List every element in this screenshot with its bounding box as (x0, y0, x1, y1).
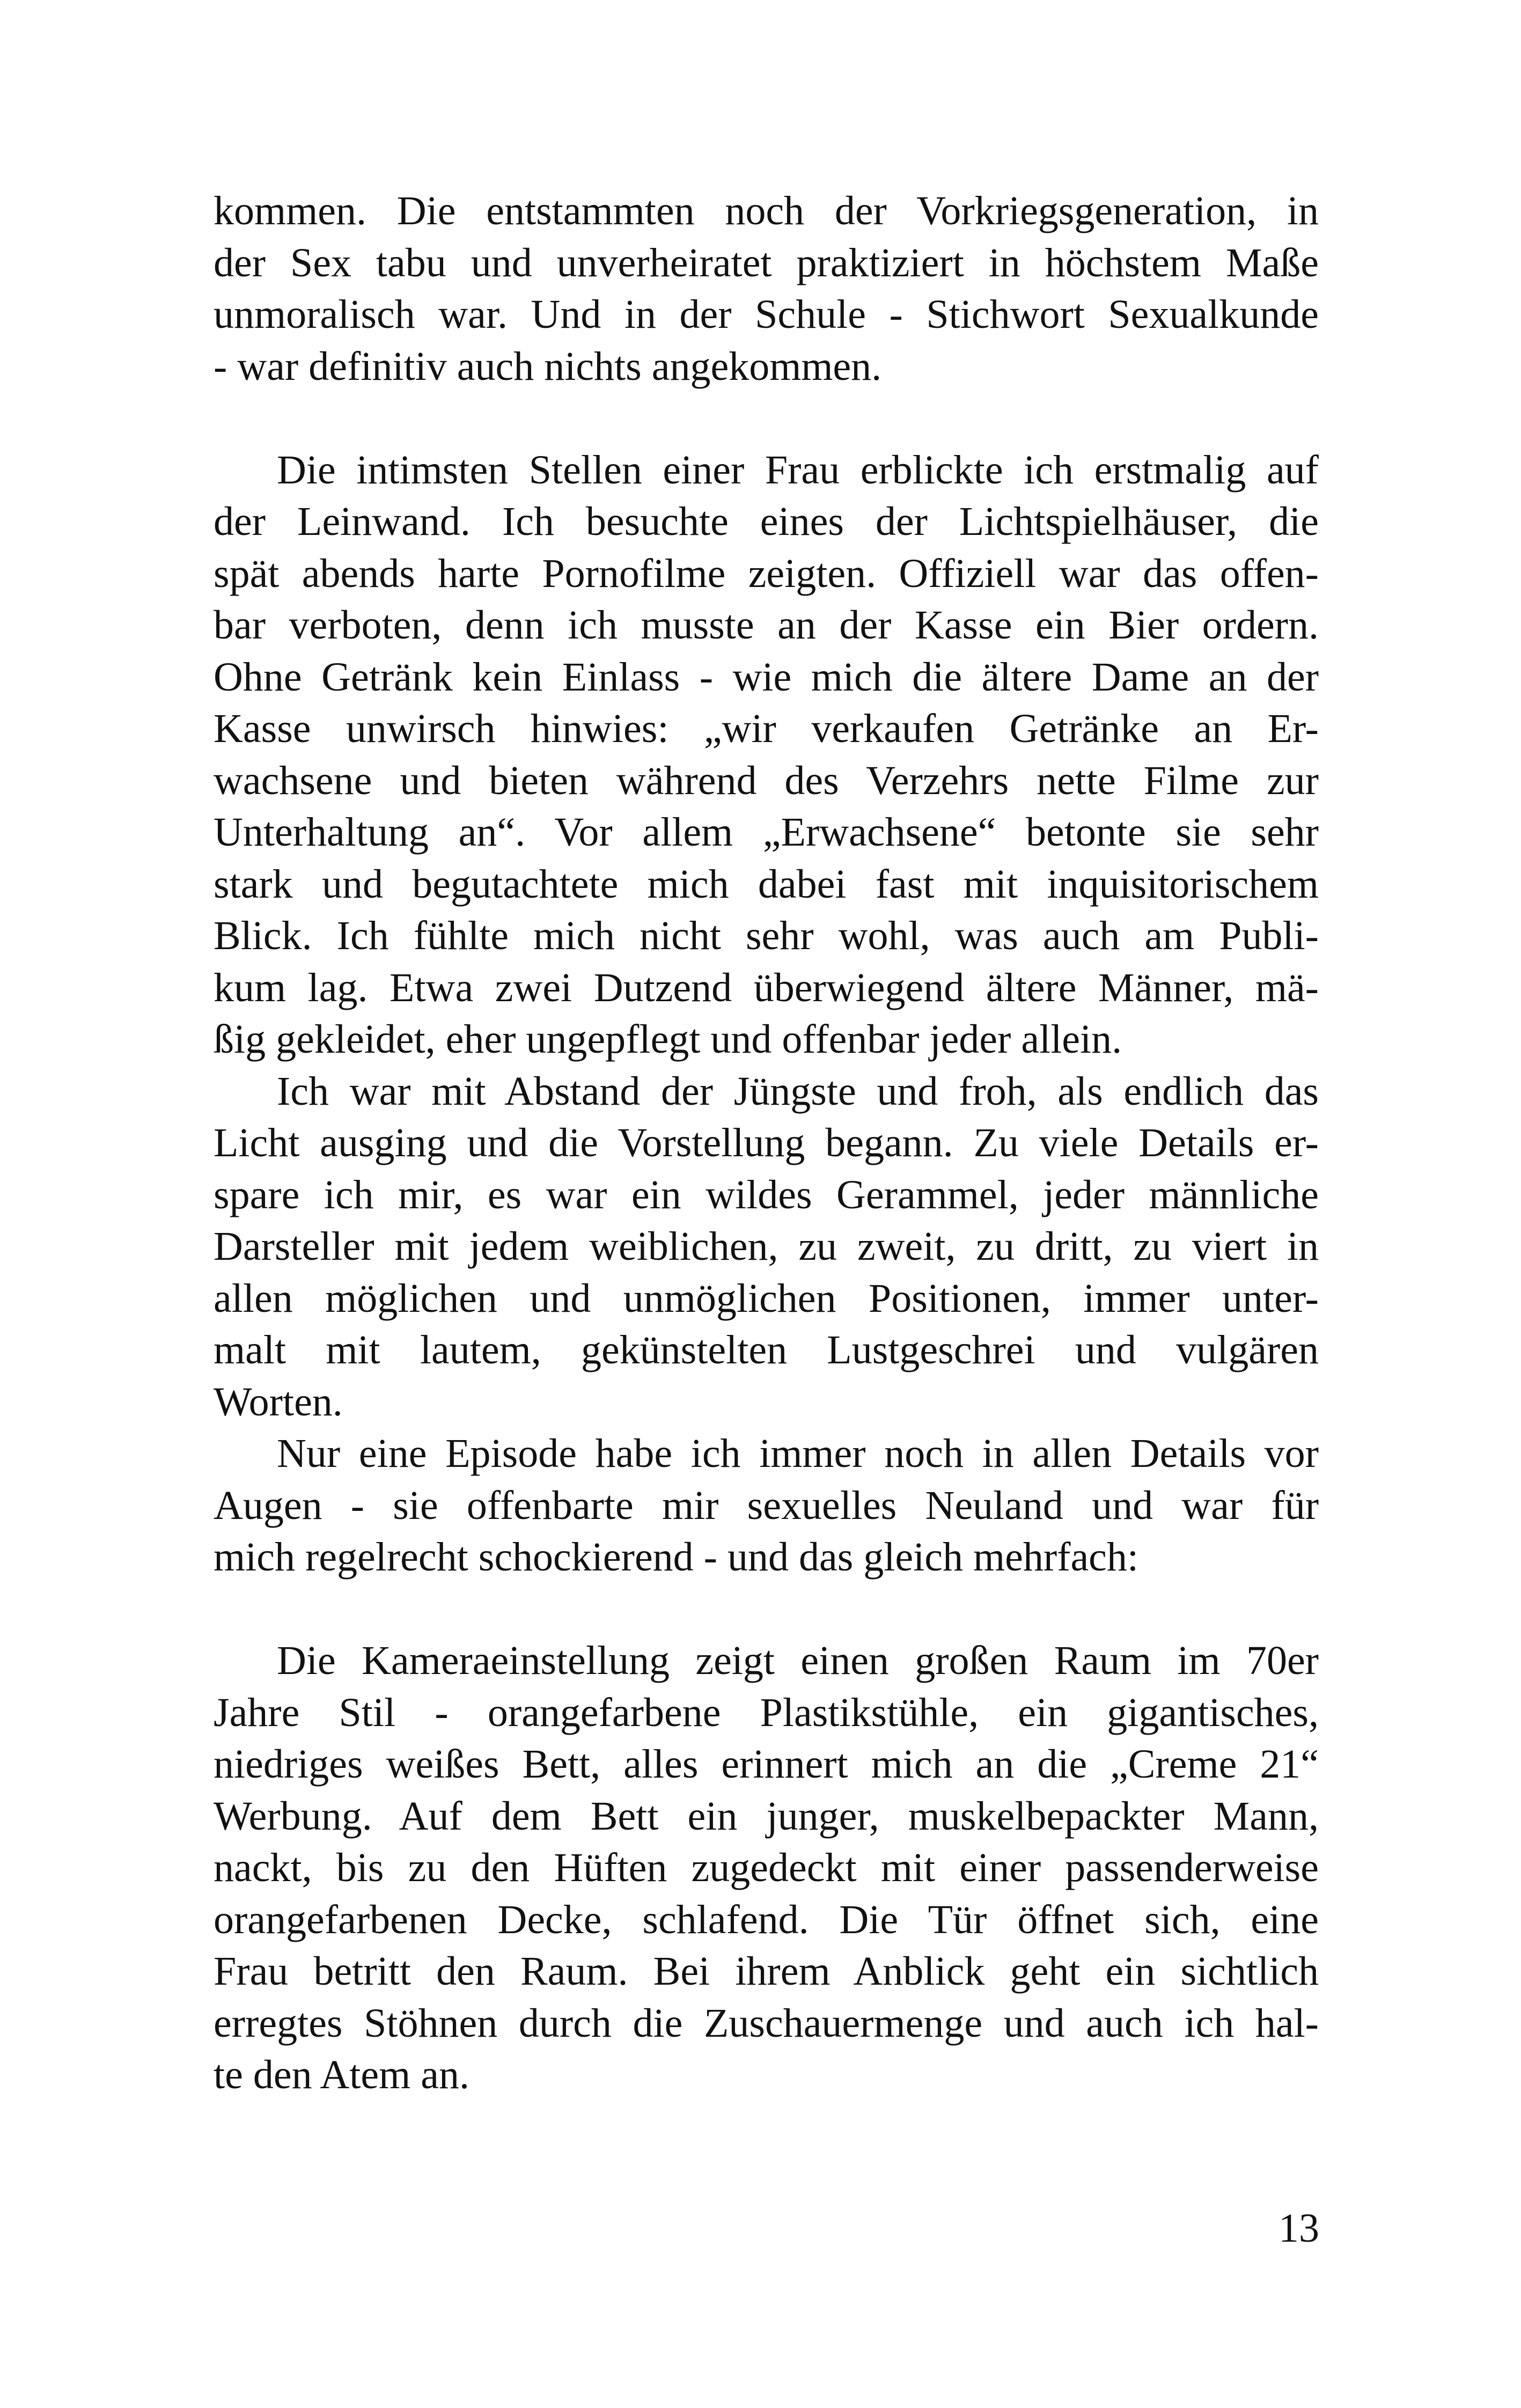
text-line: malt mit lautem, gekünstelten Lustgeschrei und vulgären (214, 1327, 1319, 1372)
text-line: stark und begutachtete mich dabei fast mit inquisitorischem (214, 861, 1319, 907)
text-line: Kasse unwirsch hinwies: „wir verkaufen Getränke an Er- (214, 706, 1319, 751)
text-line: mich regelrecht schockierend - und das gleich mehrfach: (214, 1535, 1139, 1580)
text-line: Nur eine Episode habe ich immer noch in allen Details vor (277, 1431, 1319, 1476)
text-line: bar verboten, denn ich musste an der Kasse ein Bier ordern. (214, 603, 1319, 648)
text-line: Frau betritt den Raum. Bei ihrem Anblick geht ein sichtlich (214, 1949, 1319, 1994)
text-line: Die intimsten Stellen einer Frau erblickte ich erstmalig auf (277, 447, 1319, 493)
paragraph-gap (214, 1583, 1319, 1635)
text-line: wachsene und bieten während des Verzehrs nette Filme zur (214, 758, 1319, 803)
text-line: Augen - sie offenbarte mir sexuelles Neuland und war für (214, 1482, 1319, 1528)
paragraph-gap (214, 392, 1319, 444)
text-line: Jahre Stil - orangefarbene Plastikstühle, ein gigantisches, (214, 1690, 1319, 1735)
text-line: allen möglichen und unmöglichen Positionen, immer unter- (214, 1275, 1319, 1321)
text-line: Unterhaltung an“. Vor allem „Erwachsene“ betonte sie sehr (214, 810, 1319, 855)
text-line: spät abends harte Pornofilme zeigten. Offiziell war das offen- (214, 550, 1319, 596)
text-line: orangefarbenen Decke, schlafend. Die Tür öffnet sich, eine (214, 1897, 1319, 1942)
text-line: Blick. Ich fühlte mich nicht sehr wohl, was auch am Publi- (214, 913, 1319, 958)
text-line: Worten. (214, 1379, 343, 1425)
text-line: kommen. Die entstammten noch der Vorkriegsgeneration, in (214, 188, 1319, 233)
text-line: Darsteller mit jedem weiblichen, zu zweit, zu dritt, zu viert in (214, 1224, 1319, 1269)
text-line: kum lag. Etwa zwei Dutzend überwiegend ältere Männer, mä- (214, 965, 1319, 1010)
text-line: Licht ausging und die Vorstellung begann. Zu viele Details er- (214, 1120, 1319, 1165)
text-line: spare ich mir, es war ein wildes Gerammel, jeder männliche (214, 1172, 1319, 1217)
page-number: 13 (1278, 2206, 1319, 2251)
text-line: unmoralisch war. Und in der Schule - Stichwort Sexualkunde (214, 292, 1319, 337)
text-line: - war definitiv auch nichts angekommen. (214, 343, 882, 389)
text-line: ßig gekleidet, eher ungepflegt und offenbar jeder allein. (214, 1017, 1122, 1062)
text-line: nackt, bis zu den Hüften zugedeckt mit einer passenderweise (214, 1845, 1319, 1890)
text-line: Ich war mit Abstand der Jüngste und froh, als endlich das (277, 1068, 1319, 1114)
text-line: niedriges weißes Bett, alles erinnert mich an die „Creme 21“ (214, 1742, 1319, 1787)
text-line: Ohne Getränk kein Einlass - wie mich die ältere Dame an der (214, 654, 1319, 700)
text-line: der Sex tabu und unverheiratet praktiziert in höchstem Maße (214, 240, 1319, 285)
text-line: der Leinwand. Ich besuchte eines der Lichtspielhäuser, die (214, 499, 1319, 544)
body-text (214, 185, 1319, 2101)
text-line: te den Atem an. (214, 2052, 469, 2097)
text-line: Die Kameraeinstellung zeigt einen großen Raum im 70er (277, 1638, 1319, 1683)
text-line: Werbung. Auf dem Bett ein junger, muskelbepackter Mann, (214, 1793, 1319, 1839)
text-line: erregtes Stöhnen durch die Zuschauermenge und auch ich hal- (214, 2000, 1319, 2046)
